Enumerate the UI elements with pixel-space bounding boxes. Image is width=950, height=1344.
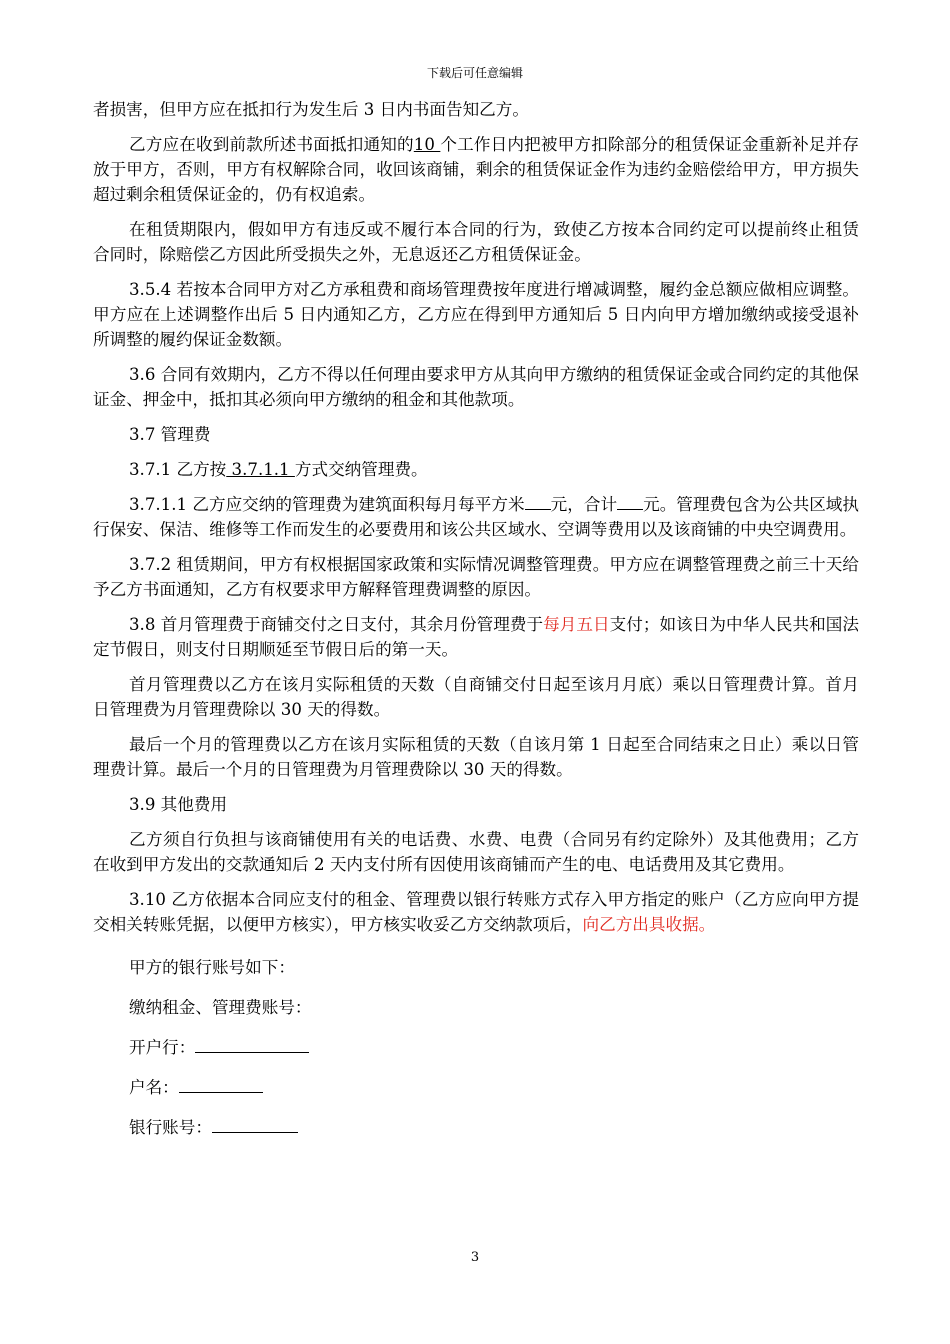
page-number: 3: [470, 1250, 480, 1265]
paragraph-other-fees: 乙方须自行负担与该商铺使用有关的电话费、水费、电费（合同另有约定除外）及其他费用；乙方在收到甲方发出的交款通知后 2 天内支付所有因使用该商铺而产生的电、电话费用及其它费用。: [93, 830, 859, 874]
blank-account-name: [179, 1075, 263, 1093]
text-segment: 方式交纳管理费。: [294, 460, 428, 479]
paragraph-continuation: 者损害，但甲方应在抵扣行为发生后 3 日内书面告知乙方。: [93, 100, 529, 119]
highlighted-due-date: 每月五日: [543, 615, 610, 634]
text-segment: 个工作日内把被甲方扣除部分的租赁保证金重新补足并存放于甲方，否则，甲方有权解除合同，收回该商铺，剩余的租赁保证金作为违约金赔偿给甲方，甲方损失超过剩余租赁保证金的，仍有权追索。: [93, 135, 860, 204]
field-account-name: [93, 1075, 859, 1100]
blank-unit-price: [525, 492, 551, 510]
text-segment: 支付；如该日为中华人民共和国法定节假日，则支付日期顺延至节假日后的第一天。: [93, 615, 860, 659]
blank-total: [617, 492, 643, 510]
clause-3-8: [93, 612, 859, 662]
field-label: 开户行：: [129, 1038, 196, 1057]
clause-3-7-1-1: [93, 492, 859, 542]
underlined-method: 3.7.1.1: [226, 460, 295, 479]
text-segment: 元，合计: [550, 495, 618, 514]
paragraph-last-month: 最后一个月的管理费以乙方在该月实际租赁的天数（自该月第 1 日起至合同结束之日止）乘以日管理费计算。最后一个月的日管理费为月管理费除以 30 天的得数。: [93, 735, 859, 779]
clause-3-10: [93, 887, 859, 937]
blank-bank-name: [195, 1035, 309, 1053]
paragraph-first-month: 首月管理费以乙方在该月实际租赁的天数（自商铺交付日起至该月月底）乘以日管理费计算。首月日管理费为月管理费除以 30 天的得数。: [93, 675, 859, 719]
clause-3-7-2: 3.7.2 租赁期间，甲方有权根据国家政策和实际情况调整管理费。甲方应在调整管理费之前三十天给予乙方书面通知，乙方有权要求甲方解释管理费调整的原因。: [93, 555, 859, 599]
clause-3-7-1: [93, 457, 859, 482]
paragraph-deposit-replenish: [93, 132, 859, 207]
paragraph-deposit-return: 在租赁期限内，假如甲方有违反或不履行本合同的行为，致使乙方按本合同约定可以提前终止租赁合同时，除赔偿乙方因此所受损失之外，无息返还乙方租赁保证金。: [93, 220, 859, 264]
field-bank-name: [93, 1035, 859, 1060]
clause-3-6: 3.6 合同有效期内，乙方不得以任何理由要求甲方从其向甲方缴纳的租赁保证金或合同约定的其他保证金、押金中，抵扣其必须向甲方缴纳的租金和其他款项。: [93, 365, 859, 409]
page-header: 下载后可任意编辑: [426, 66, 523, 80]
text-segment: 3.7.1.1 乙方应交纳的管理费为建筑面积每月每平方米: [129, 495, 525, 514]
bank-info-intro: 甲方的银行账号如下：: [129, 958, 295, 977]
text-segment: 3.10 乙方依据本合同应支付的租金、管理费以银行转账方式存入甲方指定的账户（乙方应向甲方提交相关转账凭据，以便甲方核实），甲方核实收妥乙方交纳款项后，: [93, 890, 859, 934]
clause-3-9-heading: 3.9 其他费用: [129, 795, 228, 814]
text-segment: 3.7.1 乙方按: [129, 460, 227, 479]
clause-3-5-4: 3.5.4 若按本合同甲方对乙方承租费和商场管理费按年度进行增减调整，履约金总额应做相应调整。甲方应在上述调整作出后 5 日内通知乙方，乙方应在得到甲方通知后 5 日内向甲方增加缴纳或接受退补所调整的履约保证金数额。: [93, 280, 859, 349]
field-account-number: [93, 1115, 859, 1140]
field-label: 户名：: [129, 1078, 179, 1097]
field-label: 银行账号：: [129, 1118, 212, 1137]
text-segment: 3.8 首月管理费于商铺交付之日支付，其余月份管理费于: [129, 615, 544, 634]
bank-account-label: 缴纳租金、管理费账号：: [129, 998, 312, 1017]
highlighted-receipt: 向乙方出具收据。: [582, 915, 716, 934]
underlined-days: 10: [413, 135, 441, 154]
text-segment: 乙方应在收到前款所述书面抵扣通知的: [129, 135, 414, 154]
text-segment: 元。管理费包含为公共区域执行保安、保洁、维修等工作而发生的必要费用和该公共区域水、空调等费用以及该商铺的中央空调费用。: [93, 495, 860, 539]
clause-3-7-heading: 3.7 管理费: [129, 425, 211, 444]
document-body: [93, 97, 859, 1155]
blank-account-number: [212, 1115, 298, 1133]
